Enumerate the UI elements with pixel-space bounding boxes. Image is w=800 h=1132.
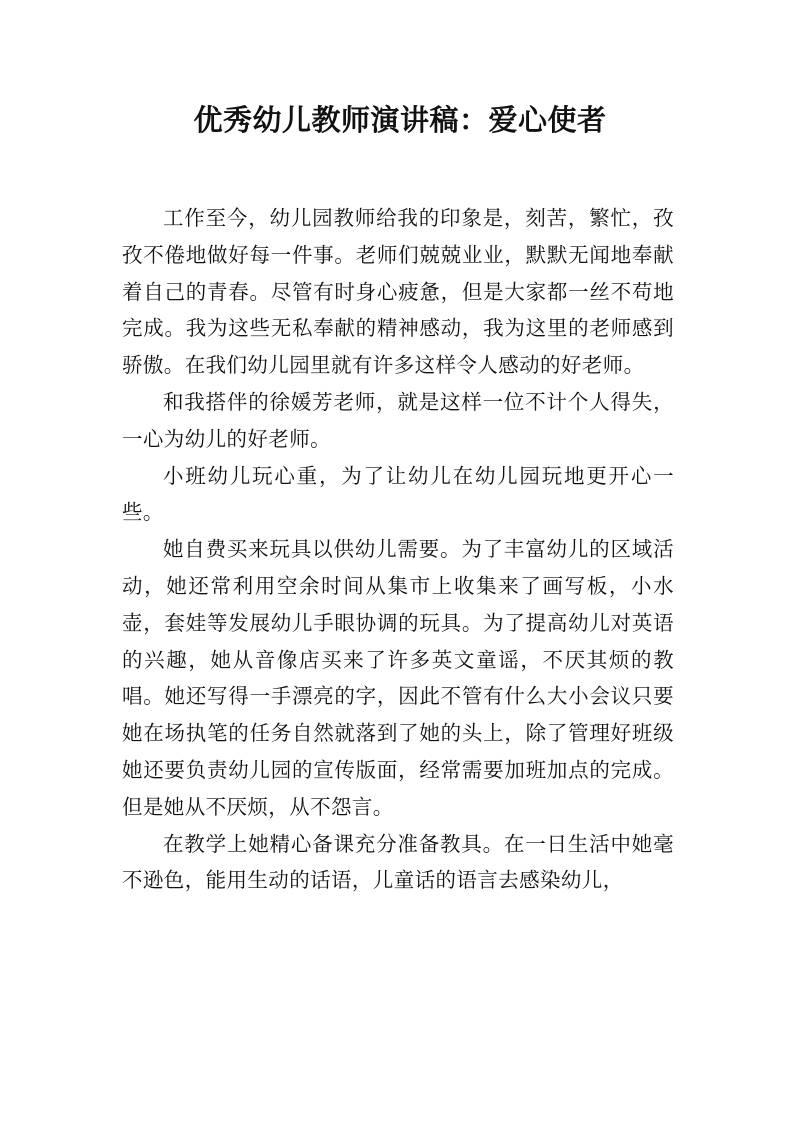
paragraph: 在教学上她精心备课充分准备教具。在一日生活中她毫不逊色，能用生动的话语，儿童话的语言去感染幼儿， [122,831,674,893]
document-body [122,200,674,899]
paragraph: 她自费买来玩具以供幼儿需要。为了丰富幼儿的区域活动，她还常利用空余时间从集市上收集来了画写板，小水壶，套娃等发展幼儿手眼协调的玩具。为了提高幼儿对英语的兴趣，她从音像店买来了许多英文童谣，不厌其烦的教唱。她还写得一手漂亮的字，因此不管有什么大小会议只要她在场执笔的任务自然就落到了她的头上，除了管理好班级她还要负责幼儿园的宣传版面，经常需要加班加点的完成。但是她从不厌烦，从不怨言。 [122,537,674,819]
document-title: 优秀幼儿教师演讲稿：爱心使者 [193,103,607,137]
paragraph: 和我搭伴的徐媛芳老师，就是这样一位不计个人得失，一心为幼儿的好老师。 [122,389,674,451]
paragraph: 小班幼儿玩心重，为了让幼儿在幼儿园玩地更开心一些。 [122,463,674,525]
paragraph: 工作至今，幼儿园教师给我的印象是，刻苦，繁忙，孜孜不倦地做好每一件事。老师们兢兢业业，默默无闻地奉献着自己的青春。尽管有时身心疲惫，但是大家都一丝不苟地完成。我为这些无私奉献的精神感动，我为这里的老师感到骄傲。在我们幼儿园里就有许多这样令人感动的好老师。 [122,206,674,378]
